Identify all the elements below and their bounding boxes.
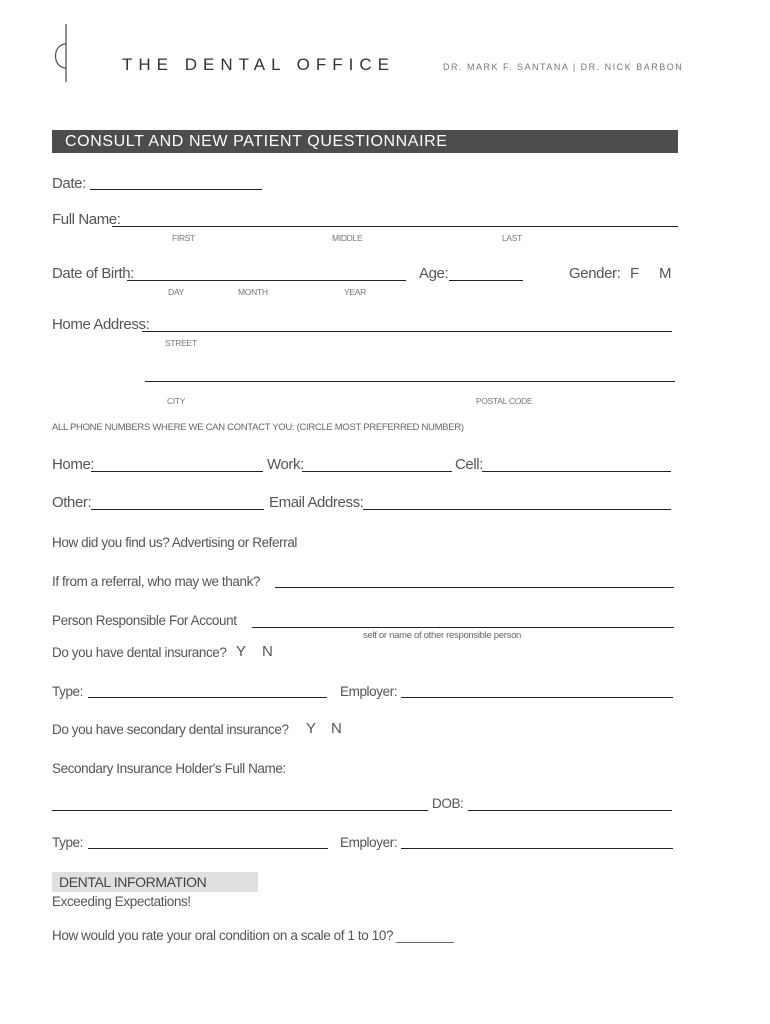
gender-m-option[interactable]: M [659,265,672,282]
home-phone-field[interactable] [91,471,263,472]
name-last-caption: LAST [502,233,523,243]
dental-office-logo-icon [48,22,78,84]
referral-question: If from a referral, who may we thank? [52,574,261,589]
email-field[interactable] [363,509,671,510]
date-field[interactable] [90,189,262,190]
how-found-question: How did you find us? Advertising or Referral [52,535,298,550]
dental-insurance-question: Do you have dental insurance? [52,645,227,660]
dental-info-title: DENTAL INFORMATION [59,874,207,890]
person-responsible-field[interactable] [252,627,674,628]
type2-field[interactable] [88,848,328,849]
form-title: CONSULT AND NEW PATIENT QUESTIONNAIRE [65,133,448,150]
referral-field[interactable] [275,587,674,588]
city-caption: CITY [167,396,186,406]
dob-month-caption: MONTH [238,287,268,297]
dental-info-banner [52,872,258,892]
other-phone-label: Other: [52,494,92,511]
dob-label: Date of Birth: [52,265,134,282]
type-field[interactable] [88,697,327,698]
age-field[interactable] [449,280,523,281]
employer-field[interactable] [401,697,673,698]
dob-field[interactable] [127,280,406,281]
secondary-holder-field[interactable] [52,810,428,811]
phone-instruction: ALL PHONE NUMBERS WHERE WE CAN CONTACT YOU: (CIRCLE MOST PREFERRED NUMBER) [52,422,464,433]
gender-f-option[interactable]: F [630,265,639,282]
postal-code-caption: POSTAL CODE [476,396,533,406]
work-phone-label: Work: [267,456,304,473]
insurance-no-option[interactable]: N [262,643,273,660]
full-name-label: Full Name: [52,211,121,228]
insurance-yes-option[interactable]: Y [236,643,246,660]
employer2-label: Employer: [340,835,398,850]
email-label: Email Address: [269,494,364,511]
responsible-hint: self or name of other responsible person [363,630,522,641]
secondary-dob-label: DOB: [432,796,464,811]
cell-phone-field[interactable] [482,471,671,472]
city-postal-field[interactable] [145,381,675,382]
employer2-field[interactable] [401,848,673,849]
cell-phone-label: Cell: [455,456,484,473]
name-middle-caption: MIDDLE [332,233,363,243]
secondary-holder-label: Secondary Insurance Holder's Full Name: [52,761,286,776]
home-address-label: Home Address: [52,316,150,333]
work-phone-field[interactable] [302,471,452,472]
secondary-no-option[interactable]: N [331,720,342,737]
date-label: Date: [52,175,86,192]
type-label: Type: [52,684,84,699]
secondary-dob-field[interactable] [468,810,672,811]
type2-label: Type: [52,835,84,850]
home-phone-label: Home: [52,456,95,473]
gender-label: Gender: [569,265,621,282]
dob-day-caption: DAY [168,287,184,297]
name-first-caption: FIRST [172,233,196,243]
dental-info-subtitle: Exceeding Expectations! [52,894,191,909]
oral-rating-question[interactable]: How would you rate your oral condition on a scale of 1 to 10? ________ [52,928,454,943]
secondary-yes-option[interactable]: Y [306,720,316,737]
office-name: THE DENTAL OFFICE [122,55,395,74]
person-responsible-label: Person Responsible For Account [52,613,237,628]
full-name-field[interactable] [112,226,678,227]
dob-year-caption: YEAR [344,287,366,297]
age-label: Age: [419,265,449,282]
street-field[interactable] [142,331,672,332]
employer-label: Employer: [340,684,398,699]
street-caption: STREET [165,338,197,348]
form-title-banner [52,130,678,153]
doctor-names: DR. MARK F. SANTANA | DR. NICK BARBON [443,62,684,72]
secondary-insurance-question: Do you have secondary dental insurance? [52,722,289,737]
other-phone-field[interactable] [91,509,264,510]
